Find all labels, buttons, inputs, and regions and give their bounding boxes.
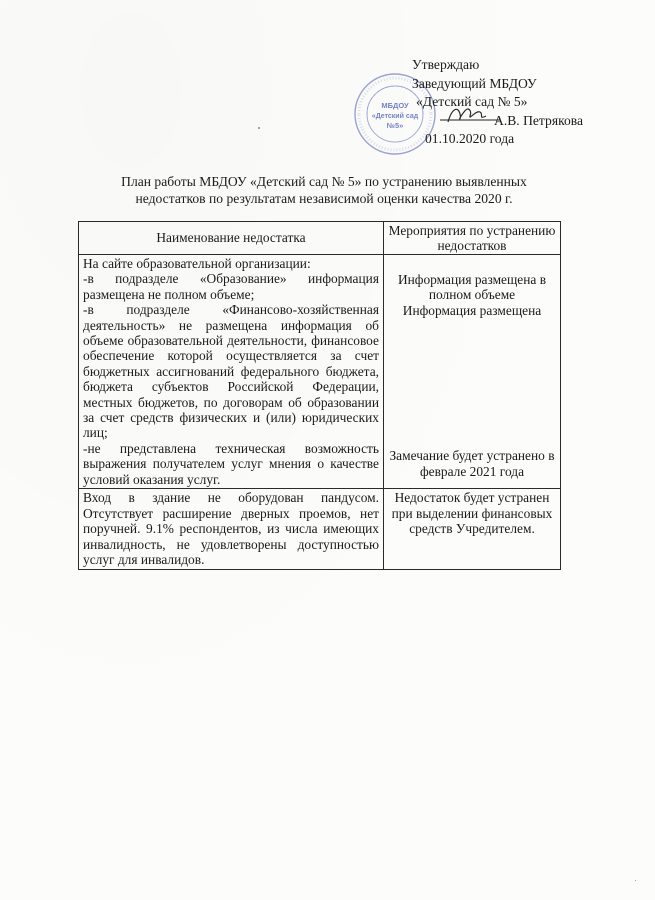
approval-line-org: «Детский сад № 5» (416, 94, 528, 109)
shortcoming-item: -не представлена техническая возможность выражения получателем услуг мнения о качестве условий оказания услуг. (83, 440, 379, 487)
shortcoming-item: -в подразделе «Финансово-хозяйственная деятельность» не размещена информация об объеме образовательной деятельности, финансовое обеспечение которой осуществляется за счет бюджетных ассигнований федерального бюджета, бюджета субъектов Российской Федерации, местных бюджетов, по договорам об образовании за счет средств физических и (или) юридических лиц; (83, 302, 379, 441)
table-header-row (79, 222, 561, 255)
column-header-measures: Мероприятия по устранению недостатков (384, 222, 561, 255)
title-line-2: недостатков по результатам независимой оценки качества 2020 г. (135, 191, 513, 206)
shortcoming-item: Вход в здание не оборудован пандусом. Отсутствует расширение дверных проемов, нет поручней. 9.1% респондентов, из числа имеющих инвалидность, не удовлетворены доступностью услуг для инвалидов. (83, 490, 379, 568)
measure-item: Замечание будет устранено в феврале 2021 года (389, 448, 555, 479)
approval-line-position: Заведующий МБДОУ (412, 75, 537, 91)
shortcoming-item: -в подразделе «Образование» информация размещена не полном объеме; (83, 271, 379, 302)
stamp-text-top: МБДОУ (381, 101, 409, 110)
cell-shortcoming (79, 255, 384, 489)
approval-line-date: 01.10.2020 года (425, 131, 515, 146)
measure-item: Недостаток будет устранен при выделении финансовых средств Учредителем. (391, 490, 553, 537)
shortcoming-item: На сайте образовательной организации: (83, 256, 311, 271)
stamp-text-bot: №5» (386, 121, 404, 130)
page-title (64, 173, 584, 207)
scan-speck (635, 880, 636, 881)
plan-table (78, 221, 561, 570)
cell-measures (384, 489, 561, 570)
measure-item: Информация размещена (402, 302, 542, 318)
approval-line-name: А.В. Петрякова (494, 112, 584, 128)
column-header-shortcoming: Наименование недостатка (79, 222, 384, 255)
signature-icon (440, 100, 500, 126)
stamp-text-mid: «Детский сад (371, 113, 419, 120)
table-row (79, 489, 561, 570)
cell-shortcoming (79, 489, 384, 570)
scan-speck (258, 127, 260, 129)
measure-item: Информация размещена в полном объеме (397, 272, 547, 303)
table-row (79, 255, 561, 489)
approval-line-approve: Утверждаю (412, 57, 480, 72)
cell-measures (384, 255, 561, 489)
title-line-1: План работы МБДОУ «Детский сад № 5» по устранению выявленных (121, 174, 527, 189)
